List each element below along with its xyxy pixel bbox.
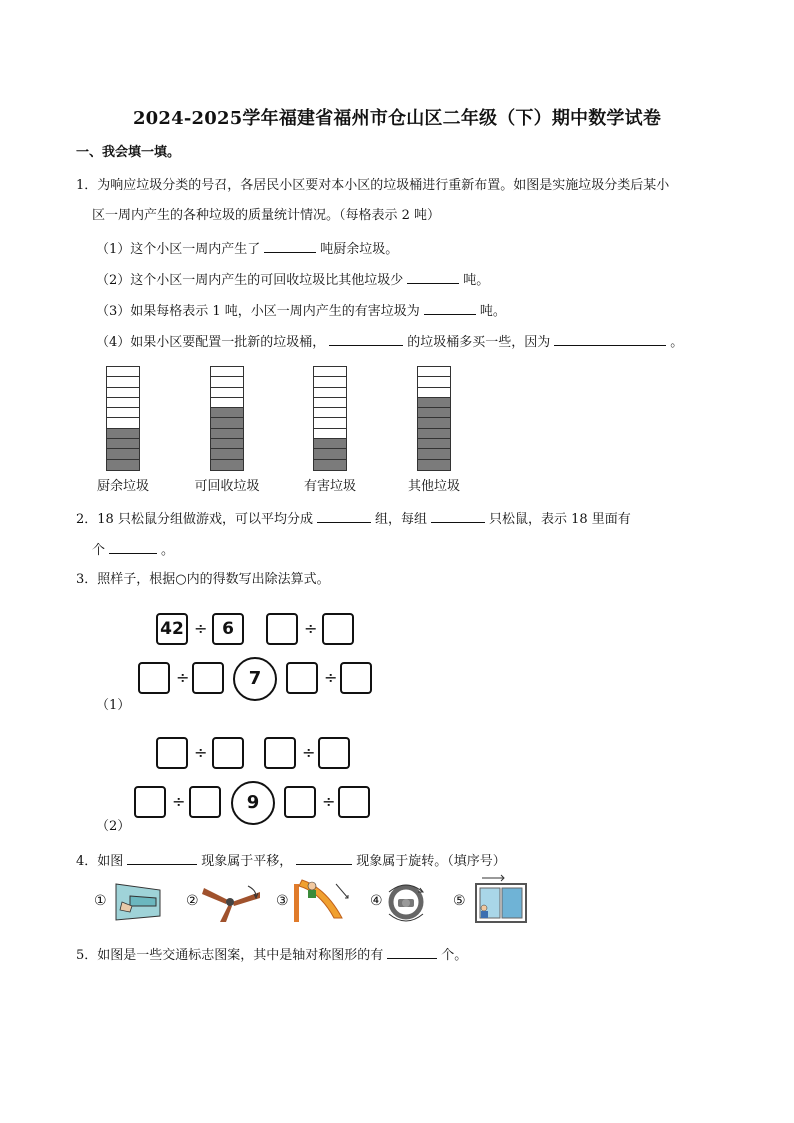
- picture-number-4: ④: [370, 893, 383, 909]
- bar-cell-empty: [107, 377, 139, 387]
- answer-box[interactable]: [338, 786, 370, 818]
- sliding-window-icon: [470, 874, 530, 926]
- answer-box[interactable]: [192, 662, 224, 694]
- picture-number-3: ③: [276, 893, 289, 909]
- q1-sub2-answer-blank[interactable]: [407, 271, 459, 284]
- bar-1: [210, 366, 244, 471]
- bar-cell-filled: [418, 408, 450, 418]
- divide-sign: ÷: [322, 792, 336, 811]
- answer-box[interactable]: [266, 613, 298, 645]
- bar-cell-filled: [418, 449, 450, 459]
- bar-3: [417, 366, 451, 471]
- answer-box[interactable]: [318, 737, 350, 769]
- bar-cell-empty: [107, 398, 139, 408]
- q2-text-3: 只松鼠，表示 18 里面有: [488, 512, 631, 527]
- bar-cell-filled: [211, 449, 243, 459]
- q3-part2-label: （2）: [96, 819, 131, 834]
- section-heading: 一、我会填一填。: [76, 145, 181, 160]
- bar-cell-empty: [418, 367, 450, 377]
- bar-cell-empty: [211, 367, 243, 377]
- bar-cell-filled: [418, 418, 450, 428]
- bar-cell-filled: [107, 439, 139, 449]
- q5-text-2: 个。: [441, 948, 468, 963]
- bar-cell-filled: [418, 460, 450, 470]
- q5-answer-blank[interactable]: [387, 946, 437, 959]
- q1-sub4-text-mid: 的垃圾桶多买一些，因为: [407, 335, 551, 350]
- bar-cell-empty: [107, 408, 139, 418]
- q1-sub4-text: （4）如果小区要配置一批新的垃圾桶，: [96, 335, 326, 350]
- q1-sub1-text-end: 吨厨余垃圾。: [320, 242, 399, 257]
- answer-box[interactable]: [156, 737, 188, 769]
- bar-cell-empty: [107, 367, 139, 377]
- q4-text-1: 4．如图: [76, 854, 124, 869]
- bar-cell-filled: [107, 429, 139, 439]
- q1-sub2-text: （2）这个小区一周内产生的可回收垃圾比其他垃圾少: [96, 273, 404, 288]
- q1-line2: 区一周内产生的各种垃圾的质量统计情况。（每格表示 2 吨）: [92, 208, 441, 223]
- bar-cell-empty: [211, 398, 243, 408]
- bar-cell-empty: [314, 388, 346, 398]
- page-title: 2024-2025学年福建省福州市仓山区二年级（下）期中数学试卷: [132, 108, 662, 129]
- q2-text-5: 。: [161, 543, 175, 558]
- bar-cell-empty: [314, 377, 346, 387]
- answer-box[interactable]: [340, 662, 372, 694]
- slide-icon: [290, 878, 354, 924]
- bar-cell-filled: [314, 439, 346, 449]
- divide-sign: ÷: [194, 619, 208, 638]
- divide-sign: ÷: [194, 743, 208, 762]
- answer-box[interactable]: [322, 613, 354, 645]
- picture-number-5: ⑤: [453, 893, 466, 909]
- answer-box[interactable]: [212, 737, 244, 769]
- q3-line: 3．照样子，根据○内的得数写出除法算式。: [76, 572, 330, 587]
- bar-cell-filled: [211, 429, 243, 439]
- q3-part1-label: （1）: [96, 698, 131, 713]
- bar-label-3: 其他垃圾: [407, 479, 460, 494]
- q2-text-1: 2．18 只松鼠分组做游戏，可以平均分成: [76, 512, 313, 527]
- bar-cell-filled: [418, 398, 450, 408]
- q1-sub4-answer-blank-2[interactable]: [554, 333, 666, 346]
- ceiling-fan-icon: [198, 880, 264, 924]
- bar-cell-empty: [107, 388, 139, 398]
- bar-label-2: 有害垃圾: [303, 479, 356, 494]
- bar-cell-empty: [211, 388, 243, 398]
- bar-cell-empty: [314, 408, 346, 418]
- divide-sign: ÷: [172, 792, 186, 811]
- bar-cell-filled: [211, 418, 243, 428]
- bar-cell-filled: [211, 439, 243, 449]
- answer-box[interactable]: [134, 786, 166, 818]
- result-circle-7: 7: [233, 657, 277, 701]
- divide-sign: ÷: [324, 668, 338, 687]
- drawer-push-icon: [110, 882, 166, 922]
- picture-number-2: ②: [186, 893, 199, 909]
- q1-sub2-text-end: 吨。: [463, 273, 490, 288]
- bar-cell-filled: [107, 449, 139, 459]
- q1-sub1-answer-blank[interactable]: [264, 240, 316, 253]
- q2-line2: [92, 541, 174, 559]
- q4-answer-blank-translation[interactable]: [127, 852, 197, 865]
- q2-text-2: 组，每组: [374, 512, 427, 527]
- answer-box[interactable]: [189, 786, 221, 818]
- bar-cell-filled: [107, 460, 139, 470]
- bar-cell-empty: [211, 377, 243, 387]
- bar-0: [106, 366, 140, 471]
- q1-sub3: [96, 302, 506, 320]
- divide-sign: ÷: [304, 619, 318, 638]
- bar-label-1: 可回收垃圾: [194, 479, 260, 494]
- q5-line: [76, 946, 467, 964]
- q2-line1: [76, 510, 631, 528]
- divide-sign: ÷: [176, 668, 190, 687]
- result-circle-9: 9: [231, 781, 275, 825]
- answer-box[interactable]: [138, 662, 170, 694]
- bar-cell-filled: [314, 460, 346, 470]
- q4-answer-blank-rotation[interactable]: [296, 852, 352, 865]
- example-dividend-box: 42: [156, 613, 188, 645]
- q2-answer-blank-groups[interactable]: [317, 510, 371, 523]
- bar-label-0: 厨余垃圾: [96, 479, 149, 494]
- q4-line: [76, 852, 506, 870]
- bar-cell-filled: [418, 429, 450, 439]
- q1-sub2: [96, 271, 489, 289]
- q2-answer-blank-count[interactable]: [109, 541, 157, 554]
- q1-sub3-answer-blank[interactable]: [424, 302, 476, 315]
- bar-cell-empty: [314, 367, 346, 377]
- bar-2: [313, 366, 347, 471]
- q2-answer-blank-per-group[interactable]: [431, 510, 485, 523]
- bar-cell-filled: [314, 449, 346, 459]
- bar-cell-empty: [107, 418, 139, 428]
- q1-sub1-text: （1）这个小区一周内产生了: [96, 242, 261, 257]
- bar-cell-empty: [314, 429, 346, 439]
- bar-cell-empty: [418, 388, 450, 398]
- picture-number-1: ①: [94, 893, 107, 909]
- q4-text-2: 现象属于平移，: [201, 854, 293, 869]
- answer-box[interactable]: [264, 737, 296, 769]
- bar-cell-filled: [211, 408, 243, 418]
- divide-sign: ÷: [302, 743, 316, 762]
- answer-box[interactable]: [286, 662, 318, 694]
- bar-cell-filled: [211, 460, 243, 470]
- q1-sub3-text: （3）如果每格表示 1 吨，小区一周内产生的有害垃圾为: [96, 304, 420, 319]
- q2-text-4: 个: [92, 543, 106, 558]
- q1-sub4-text-end: 。: [670, 335, 684, 350]
- bar-cell-filled: [418, 439, 450, 449]
- q1-sub4: [96, 333, 683, 351]
- q1-sub1: [96, 240, 398, 258]
- steering-wheel-icon: [383, 880, 429, 924]
- answer-box[interactable]: [284, 786, 316, 818]
- q1-sub3-text-end: 吨。: [479, 304, 506, 319]
- bar-cell-empty: [314, 398, 346, 408]
- q5-text-1: 5．如图是一些交通标志图案，其中是轴对称图形的有: [76, 948, 384, 963]
- q1-line1: 1．为响应垃圾分类的号召，各居民小区要对本小区的垃圾桶进行重新布置。如图是实施垃圾分类后某小: [76, 178, 670, 193]
- q4-text-3: 现象属于旋转。（填序号）: [356, 854, 506, 869]
- bar-cell-empty: [314, 418, 346, 428]
- example-divisor-box: 6: [212, 613, 244, 645]
- bar-cell-empty: [418, 377, 450, 387]
- q1-sub4-answer-blank-1[interactable]: [329, 333, 403, 346]
